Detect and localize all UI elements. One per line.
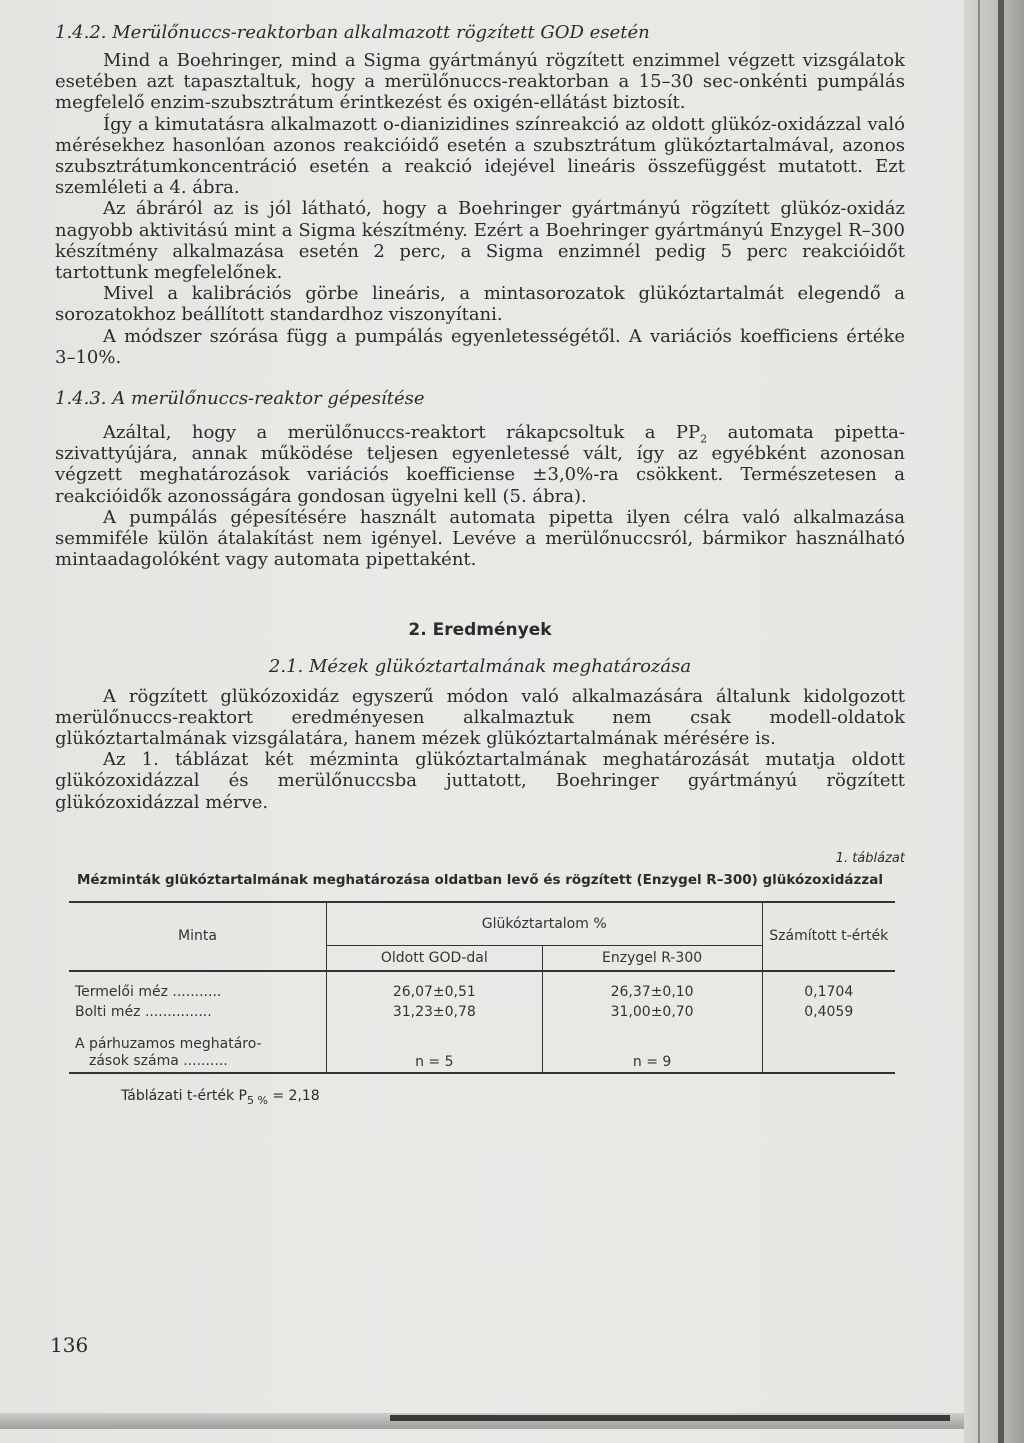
paragraph: Így a kimutatásra alkalmazott o-dianizidines színreakció az oldott glükóz-oxidázzal való mérésekhez hasonlóan azonos reakcióidő esetén a szubsztrátum glükóztartalmával, azonos szubsztrátumkoncentráció esetén a reakció idejével lineáris összefüggést mutatott. Ezt szemléleti a 4. ábra. [55, 113, 905, 199]
header-sample: Minta [69, 902, 326, 971]
paragraph: Mind a Boehringer, mind a Sigma gyártmányú rögzített enzimmel végzett vizsgálatok esetében azt tapasztaltuk, hogy a merülőnuccs-reaktorban a 15–30 sec-onkénti pumpálás megfelelő enzim-szubsztrátum érintkezést és oxigén-ellátást biztosít. [55, 50, 905, 114]
table-title: Mézminták glükóztartalmának meghatározása oldatban levő és rögzített (Enzygel R–300) glükózoxidázzal [77, 871, 883, 888]
paragraph: A módszer szórása függ a pumpálás egyenletességétől. A variációs koefficiens értéke 3–10%. [55, 325, 905, 368]
paragraph: Mivel a kalibrációs görbe lineáris, a mintasorozatok glükóztartalmát elegendő a sorozatokhoz beállított standardhoz viszonyítani. [55, 283, 905, 326]
data-table [69, 901, 895, 1074]
section-heading-1-4-3: 1.4.3. A merülőnuccs-reaktor gépesítése [55, 388, 425, 410]
header-col-oldott: Oldott GOD-dal [326, 945, 542, 971]
table-row [69, 1022, 895, 1073]
page-number: 136 [50, 1333, 89, 1357]
cell-value: n = 9 [542, 1022, 762, 1073]
paragraph [55, 422, 905, 507]
subsection-heading-2-1: 2.1. Mézek glükóztartalmának meghatározása [268, 655, 692, 677]
table-footnote [121, 1087, 905, 1107]
header-group: Glükóztartalom % [326, 902, 762, 946]
row-label: Bolti méz ............... [69, 1002, 326, 1022]
page-content [55, 22, 905, 1107]
spine-thin-edge [978, 0, 980, 1443]
row-label-line: A párhuzamos meghatáro- [75, 1035, 262, 1052]
book-spine-shadow [964, 0, 1024, 1443]
spine-dark-edge [998, 0, 1004, 1443]
cell-value: n = 5 [326, 1022, 542, 1073]
paragraph-text: Azáltal, hogy a merülőnuccs-reaktort rákapcsoltuk a PP [103, 422, 701, 444]
subscript: 5 % [246, 1093, 268, 1107]
table-row [69, 1002, 895, 1022]
bottom-dark-edge [390, 1415, 950, 1421]
paragraph: A rögzített glükózoxidáz egyszerű módon való alkalmazására általunk kidolgozott merülőnuccs-reaktort eredményesen alkalmaztuk nem csak modell-oldatok glükóztartalmának vizsgálatára, hanem mézek glükóztartalmának mérésére is. [55, 685, 905, 750]
paragraph: Az ábráról az is jól látható, hogy a Boehringer gyártmányú rögzített glükóz-oxidáz nagyobb aktivitású mint a Sigma készítmény. Ezért a Boehringer gyártmányú Enzygel R–300 készítmény alkalmazása esetén 2 perc, a Sigma enzimnél pedig 5 perc reakcióidőt tartottunk megfelelőnek. [55, 198, 905, 284]
paragraph: A pumpálás gépesítésére használt automata pipetta ilyen célra való alkalmazása semmiféle külön átalakítást nem igényel. Levéve a merülőnuccsról, bármikor használható mintaadagolóként vagy automata pipettaként. [55, 506, 905, 571]
footnote-text: Táblázati t-érték P [121, 1087, 247, 1104]
cell-value: 26,37±0,10 [542, 971, 762, 1002]
cell-value: 0,1704 [804, 983, 854, 1000]
row-label-line: zások száma .......... [89, 1052, 228, 1069]
footnote-text: = 2,18 [267, 1087, 320, 1104]
cell-value: 26,07±0,51 [326, 971, 542, 1002]
paragraph: Az 1. táblázat két mézminta glükóztartalmának meghatározását mutatja oldott glükózoxidázzal és merülőnuccsba juttatott, Boehringer gyártmányú rögzített glükózoxidázzal mérve. [55, 749, 905, 813]
paragraph-text: automata pipetta-szivattyújára, annak működése teljesen egyenletessé vált, így az egyébként azonosan végzett meghatározások variációs koefficiense ±3,0%-ra csökkent. Természetesen a reakcióidők azonosságára gondosan ügyelni kell (5. ábra). [55, 422, 905, 507]
subscript: 2 [700, 432, 708, 446]
row-label: Termelői méz ........... [69, 971, 326, 1002]
table-label: 1. táblázat [835, 850, 905, 866]
header-t-value: Számított t-érték [769, 928, 889, 945]
section-heading-2: 2. Eredmények [408, 620, 552, 641]
table-row [69, 971, 895, 1002]
row-label [69, 1022, 326, 1073]
cell-value: 31,23±0,78 [326, 1002, 542, 1022]
cell-empty [762, 1022, 895, 1073]
header-col-enzygel: Enzygel R-300 [542, 945, 762, 971]
cell-value: 31,00±0,70 [542, 1002, 762, 1022]
cell-value: 0,4059 [804, 1003, 854, 1020]
section-heading-1-4-2: 1.4.2. Merülőnuccs-reaktorban alkalmazott rögzített GOD esetén [55, 22, 650, 43]
